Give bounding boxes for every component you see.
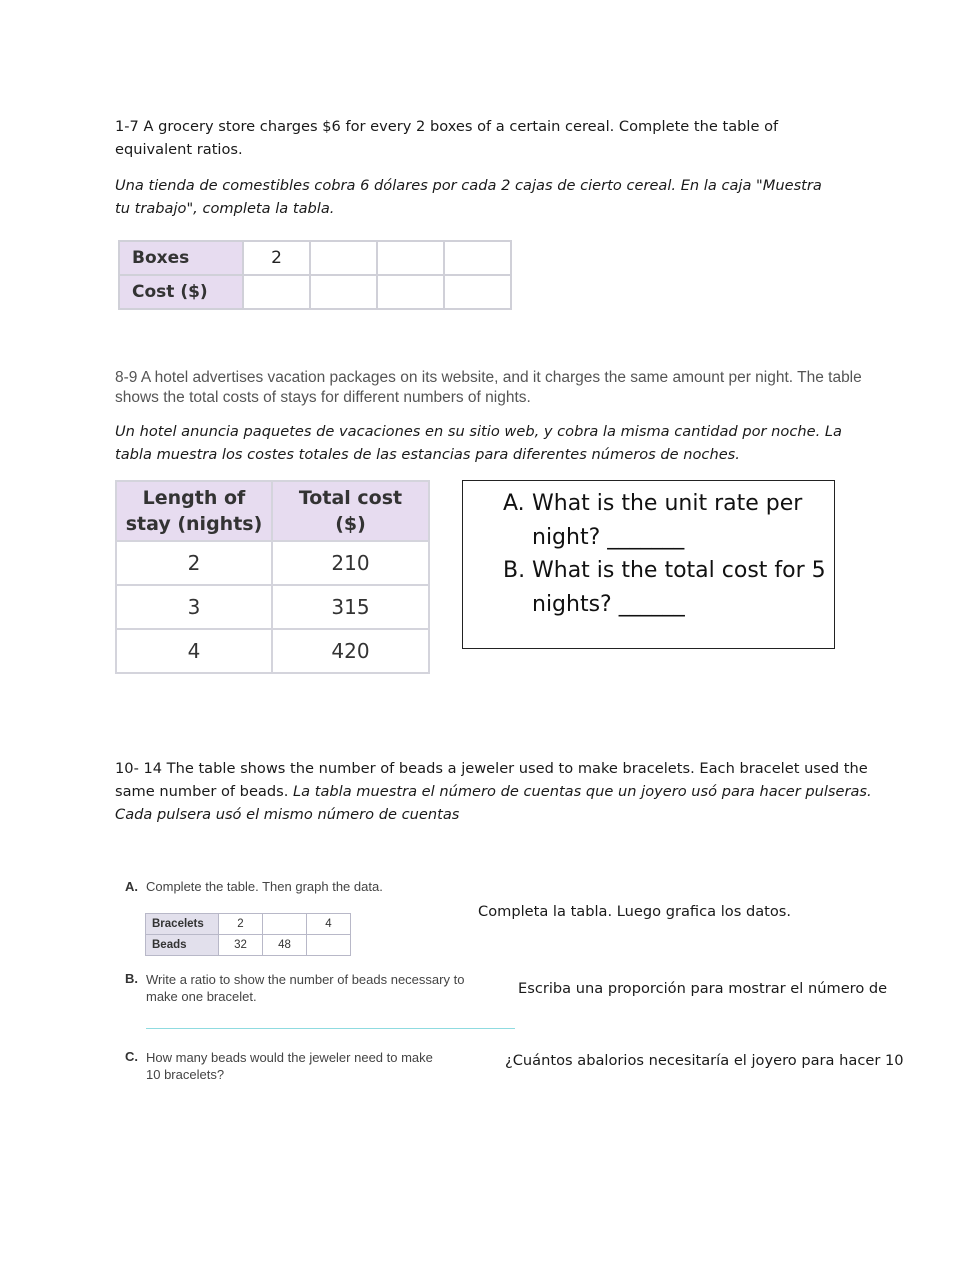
row-label-cost: Cost ($): [119, 275, 243, 309]
q3-prompt: [115, 757, 875, 826]
table-cell[interactable]: [310, 275, 377, 309]
table-row: [146, 935, 351, 956]
question-b-line2[interactable]: nights? ______: [532, 592, 685, 617]
part-b-label: B.: [125, 971, 138, 986]
row-label-boxes: Boxes: [119, 241, 243, 275]
table-cell: 3: [116, 585, 272, 629]
part-c-text: How many beads would the jeweler need to make 10 bracelets?: [146, 1050, 433, 1082]
table-cell[interactable]: [310, 241, 377, 275]
boxes-cost-table: [118, 240, 512, 310]
hotel-cost-table: [115, 480, 430, 674]
part-a-text: Complete the table. Then graph the data.: [146, 879, 383, 894]
header-length-of-stay: Length of stay (nights): [116, 481, 272, 541]
q1-prompt-es: Una tienda de comestibles cobra 6 dólares por cada 2 cajas de cierto cereal. En la caja "Muestra tu trabajo", completa la tabla.: [115, 177, 822, 217]
question-a-line2[interactable]: night? _______: [532, 525, 685, 550]
table-row: [119, 275, 511, 309]
part-a-label: A.: [125, 879, 138, 894]
table-cell: 2: [116, 541, 272, 585]
table-cell: 4: [307, 914, 351, 935]
q2-prompt-es: Un hotel anuncia paquetes de vacaciones en su sitio web, y cobra la misma cantidad por noche. La tabla muestra los costes totales de las estancias para diferentes números de noches.: [115, 423, 842, 463]
table-cell: 420: [272, 629, 429, 673]
table-cell[interactable]: [377, 241, 444, 275]
table-header-row: [116, 481, 429, 541]
table-cell: 315: [272, 585, 429, 629]
question-b-line1: What is the total cost for 5: [532, 558, 826, 583]
part-b-text: Write a ratio to show the number of beads necessary to make one bracelet.: [146, 972, 465, 1004]
table-row: [119, 241, 511, 275]
table-cell[interactable]: [243, 275, 310, 309]
q2-prompt-en: 8-9 A hotel advertises vacation packages on its website, and it charges the same amount per night. The table shows the total costs of stays for different numbers of nights.: [115, 369, 862, 406]
table-cell: 2: [243, 241, 310, 275]
table-cell[interactable]: [444, 275, 511, 309]
table-cell[interactable]: [307, 935, 351, 956]
q1-prompt-en: 1-7 A grocery store charges $6 for every 2 boxes of a certain cereal. Complete the table of equivalent ratios.: [115, 118, 779, 158]
question-a-label: A.: [503, 491, 525, 516]
question-a-line1: What is the unit rate per: [532, 491, 803, 516]
questions-box: [462, 480, 835, 649]
part-b-text-es: Escriba una proporción para mostrar el número de: [518, 980, 888, 997]
q3-prompt-en-line2: same number of beads.: [115, 783, 289, 800]
table-row: [116, 585, 429, 629]
table-cell[interactable]: [377, 275, 444, 309]
q3-prompt-es-line3: Cada pulsera usó el mismo número de cuentas: [115, 806, 460, 823]
table-row: [116, 629, 429, 673]
q3-prompt-es-line2: La tabla muestra el número de cuentas que un joyero usó para hacer pulseras.: [293, 783, 872, 800]
table-cell[interactable]: [444, 241, 511, 275]
table-cell: 48: [263, 935, 307, 956]
part-c-text-es: ¿Cuántos abalorios necesitaría el joyero para hacer 10: [505, 1052, 904, 1069]
part-a-text-es: Completa la tabla. Luego grafica los datos.: [478, 903, 792, 920]
q3-prompt-en-line1: 10- 14 The table shows the number of beads a jeweler used to make bracelets. Each bracelet used the: [115, 760, 868, 777]
table-cell: 2: [219, 914, 263, 935]
table-cell[interactable]: [263, 914, 307, 935]
part-c-label: C.: [125, 1049, 138, 1064]
header-total-cost: Total cost ($): [272, 481, 429, 541]
question-b-label: B.: [503, 558, 526, 583]
table-row: [146, 914, 351, 935]
row-label-beads: Beads: [146, 935, 219, 956]
table-cell: 32: [219, 935, 263, 956]
table-cell: 4: [116, 629, 272, 673]
bracelets-beads-table: [145, 913, 351, 956]
row-label-bracelets: Bracelets: [146, 914, 219, 935]
answer-line[interactable]: [146, 1028, 515, 1029]
table-cell: 210: [272, 541, 429, 585]
table-row: [116, 541, 429, 585]
